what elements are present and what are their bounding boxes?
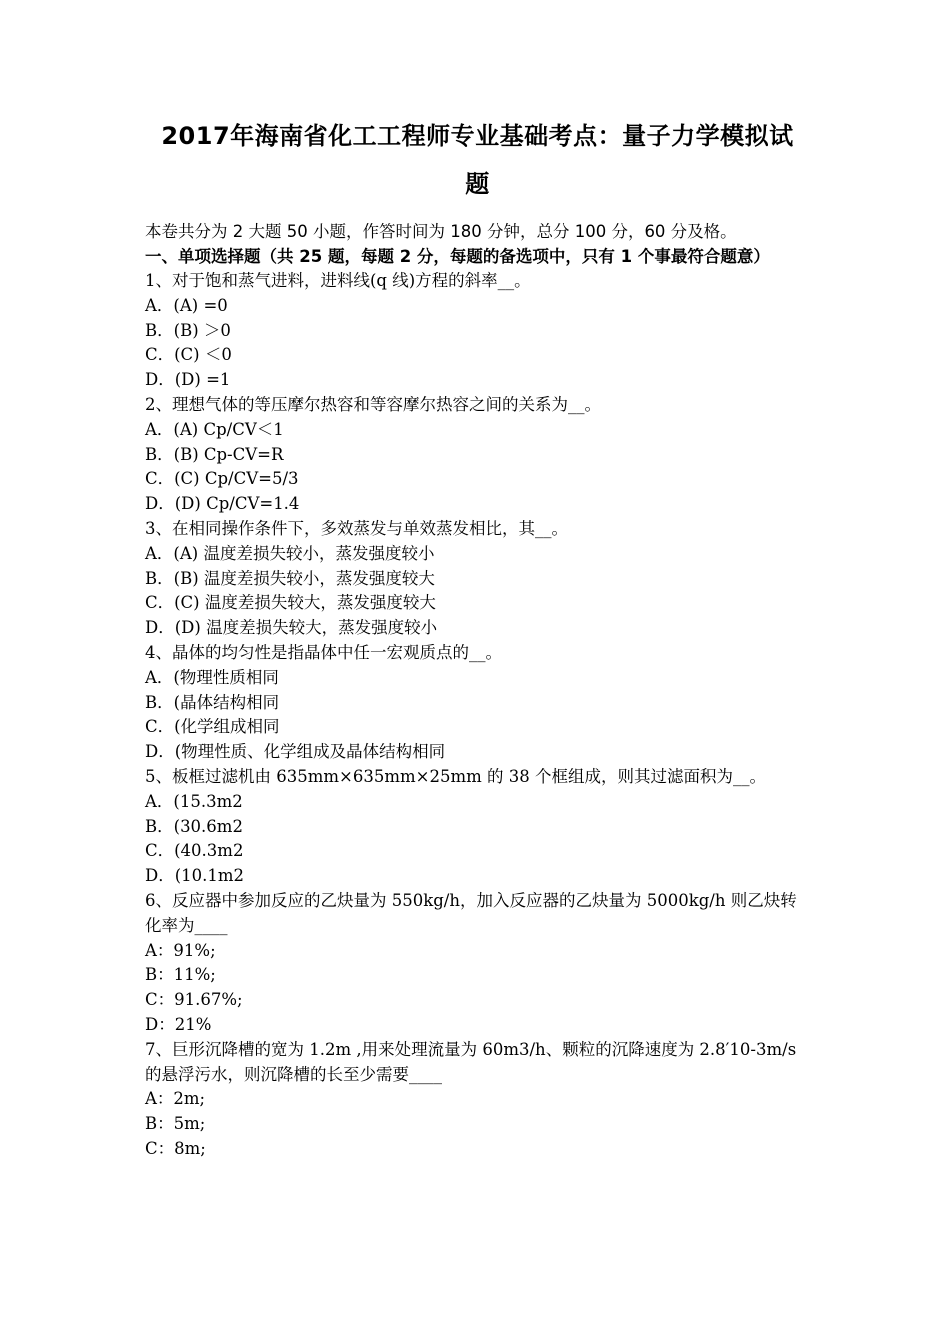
- option-c: C．(C) ＜0: [145, 345, 232, 365]
- option-b: B．(B) Cp-CV=R: [145, 444, 284, 464]
- option-d: D．(D) 温度差损失较大，蒸发强度较小: [145, 618, 438, 638]
- question-stem: 1、对于饱和蒸气进料，进料线(q 线)方程的斜率__。: [145, 271, 531, 290]
- option-b: B．(30.6m2: [145, 816, 243, 836]
- option-d: D．(D) Cp/CV=1.4: [145, 494, 300, 514]
- question-3: [145, 517, 810, 641]
- option-c: C．(C) 温度差损失较大，蒸发强度较大: [145, 593, 436, 613]
- question-4: [145, 641, 810, 765]
- question-7: [145, 1038, 810, 1162]
- option-d: D：21%: [145, 1014, 212, 1034]
- question-list: [145, 269, 810, 1162]
- option-a: A．(A) Cp/CV＜1: [145, 419, 284, 439]
- title-line-2: 题: [465, 170, 490, 198]
- exam-intro: 本卷共分为 2 大题 50 小题，作答时间为 180 分钟，总分 100 分，60 分及格。: [145, 222, 737, 241]
- option-d: D．(物理性质、化学组成及晶体结构相同: [145, 742, 446, 762]
- option-a: A．(A) 温度差损失较小，蒸发强度较小: [145, 543, 435, 563]
- question-stem: 3、在相同操作条件下，多效蒸发与单效蒸发相比，其__。: [145, 518, 568, 538]
- question-2: [145, 393, 810, 517]
- option-c: C：8m;: [145, 1138, 206, 1158]
- option-b: B：11%;: [145, 965, 216, 985]
- question-1: [145, 269, 810, 393]
- section-heading-single-choice: 一、单项选择题（共 25 题，每题 2 分，每题的备选项中，只有 1 个事最符合题意）: [145, 246, 770, 266]
- option-a: A．(15.3m2: [145, 791, 243, 811]
- option-b: B．(B) ＞0: [145, 320, 231, 340]
- question-stem: 4、晶体的均匀性是指晶体中任一宏观质点的__。: [145, 642, 502, 662]
- question-stem: 6、反应器中参加反应的乙炔量为 550kg/h，加入反应器的乙炔量为 5000kg/h 则乙炔转化率为____: [145, 890, 797, 935]
- question-stem: 2、理想气体的等压摩尔热容和等容摩尔热容之间的关系为__。: [145, 394, 601, 414]
- option-c: C：91.67%;: [145, 990, 243, 1010]
- option-a: A．(A) =0: [145, 295, 228, 315]
- document-title: [145, 112, 810, 208]
- question-stem: 7、巨形沉降槽的宽为 1.2m ,用来处理流量为 60m3/h、颗粒的沉降速度为 2.8′10-3m/s 的悬浮污水，则沉降槽的长至少需要____: [145, 1039, 802, 1084]
- option-b: B．(晶体结构相同: [145, 692, 280, 712]
- document-page: [145, 112, 810, 1162]
- option-a: A．(物理性质相同: [145, 667, 279, 687]
- title-line-1: 2017年海南省化工工程师专业基础考点：量子力学模拟试: [161, 122, 794, 150]
- option-d: D．(D) =1: [145, 370, 231, 390]
- question-6: [145, 889, 810, 1038]
- option-c: C．(化学组成相同: [145, 717, 280, 737]
- option-d: D．(10.1m2: [145, 866, 245, 886]
- option-b: B：5m;: [145, 1114, 206, 1134]
- option-c: C．(40.3m2: [145, 841, 244, 861]
- option-b: B．(B) 温度差损失较小，蒸发强度较大: [145, 568, 435, 588]
- option-a: A：2m;: [145, 1089, 206, 1109]
- option-c: C．(C) Cp/CV=5/3: [145, 469, 299, 489]
- question-stem: 5、板框过滤机由 635mm×635mm×25mm 的 38 个框组成，则其过滤面积为__。: [145, 766, 766, 786]
- option-a: A：91%;: [145, 940, 216, 960]
- question-5: [145, 765, 810, 889]
